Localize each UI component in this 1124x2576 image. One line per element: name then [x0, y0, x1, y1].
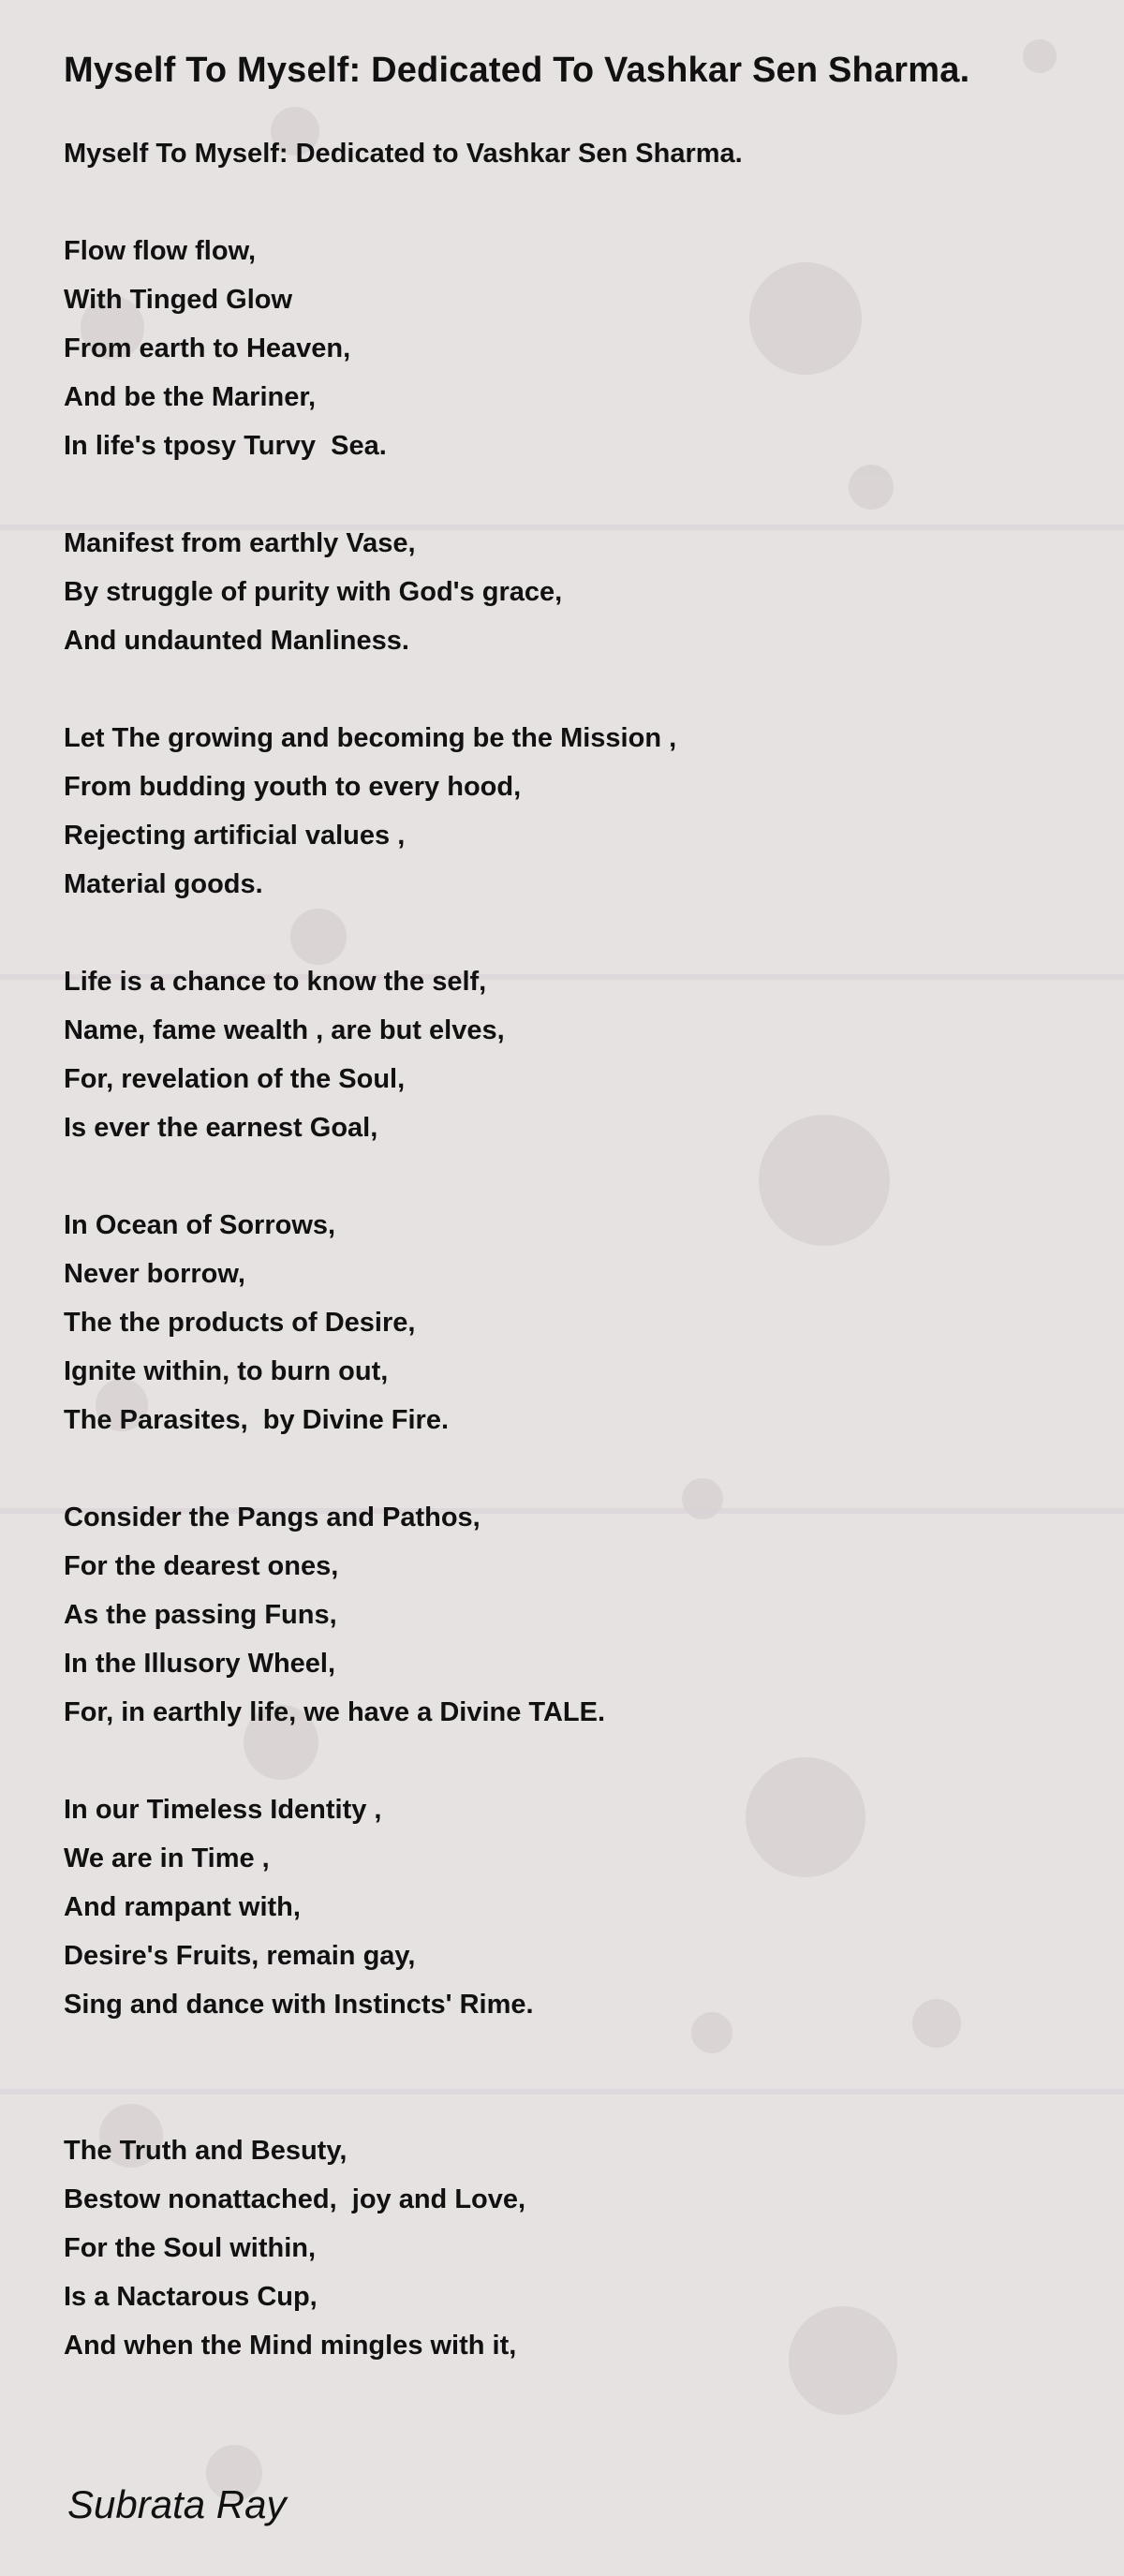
- stanza-break: [64, 2078, 1075, 2126]
- poem-line: With Tinged Glow: [64, 285, 293, 315]
- poem-line: The Truth and Besuty,: [64, 2136, 348, 2166]
- poem-line: Is ever the earnest Goal,: [64, 1113, 378, 1143]
- poem-line: And be the Mariner,: [64, 382, 317, 412]
- poem-line: Bestow nonattached, joy and Love,: [64, 2184, 526, 2214]
- poem-line: Never borrow,: [64, 1259, 245, 1289]
- poem-line: The the products of Desire,: [64, 1308, 416, 1338]
- stanza-break: [64, 2029, 1075, 2078]
- poem-container: [64, 49, 1075, 2370]
- poem-line: And undaunted Manliness.: [64, 626, 409, 656]
- poem-line: Life is a chance to know the self,: [64, 967, 487, 997]
- poem-line: For, in earthly life, we have a Divine TALE.: [64, 1697, 606, 1727]
- poem-line: Ignite within, to burn out,: [64, 1356, 389, 1386]
- poem-line: Flow flow flow,: [64, 236, 257, 266]
- poem-line: The Parasites, by Divine Fire.: [64, 1405, 449, 1435]
- poem-line: In Ocean of Sorrows,: [64, 1210, 336, 1240]
- poem-line: Sing and dance with Instincts' Rime.: [64, 1990, 534, 2020]
- poem-line: Let The growing and becoming be the Mission ,: [64, 723, 677, 753]
- poem-line: In life's tposy Turvy Sea.: [64, 431, 387, 461]
- poem-line: By struggle of purity with God's grace,: [64, 577, 563, 607]
- stanza-break: [64, 1444, 1075, 1493]
- page-title: Myself To Myself: Dedicated To Vashkar Sen Sharma.: [64, 51, 970, 90]
- stanza-break: [64, 470, 1075, 519]
- poem-line: And rampant with,: [64, 1892, 301, 1922]
- stanza-break: [64, 178, 1075, 227]
- poem-line: From earth to Heaven,: [64, 333, 351, 363]
- poem-line: Material goods.: [64, 869, 263, 899]
- author-signature: Subrata Ray: [67, 2482, 287, 2526]
- poem-line: Desire's Fruits, remain gay,: [64, 1941, 416, 1971]
- poem-line: Manifest from earthly Vase,: [64, 528, 416, 558]
- poem-body: [64, 129, 1075, 2370]
- poem-line: Myself To Myself: Dedicated to Vashkar Sen Sharma.: [64, 139, 743, 169]
- stanza-break: [64, 909, 1075, 957]
- poem-line: Consider the Pangs and Pathos,: [64, 1503, 481, 1532]
- poem-line: And when the Mind mingles with it,: [64, 2331, 517, 2361]
- poem-line: Rejecting artificial values ,: [64, 821, 406, 851]
- poem-line: In the Illusory Wheel,: [64, 1649, 336, 1679]
- poem-line: We are in Time ,: [64, 1843, 270, 1873]
- poem-line: Is a Nactarous Cup,: [64, 2282, 318, 2312]
- poem-line: From budding youth to every hood,: [64, 772, 522, 802]
- stanza-break: [64, 665, 1075, 714]
- poem-line: In our Timeless Identity ,: [64, 1795, 382, 1825]
- poem-line: Name, fame wealth , are but elves,: [64, 1015, 505, 1045]
- poem-line: For the Soul within,: [64, 2233, 317, 2263]
- poem-line: For, revelation of the Soul,: [64, 1064, 406, 1094]
- stanza-break: [64, 1737, 1075, 1785]
- stanza-break: [64, 1152, 1075, 1201]
- poem-line: For the dearest ones,: [64, 1551, 339, 1581]
- poem-line: As the passing Funs,: [64, 1600, 337, 1630]
